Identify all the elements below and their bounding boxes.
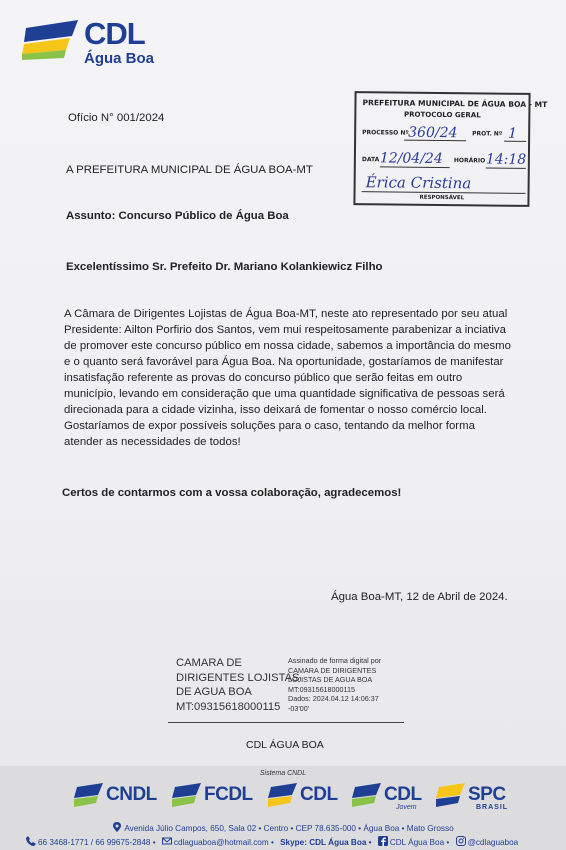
body-line: Presidente: Ailton Porfirio dos Santos, vem mui respeitosamente parabenizar a inciativa <box>64 324 506 336</box>
stamp-line <box>362 191 526 194</box>
protocol-stamp <box>353 91 548 207</box>
cndl-logo-icon <box>74 783 104 807</box>
body-line: direcionada para a cidade vizinha, isso deixará de fomentar o nosso comércio local. <box>64 404 487 416</box>
letter-date-place: Água Boa-MT, 12 de Abril de 2024. <box>331 591 508 603</box>
signature-details <box>288 656 381 714</box>
brand-name: FCDL <box>204 784 253 805</box>
body-line: A Câmara de Dirigentes Lojistas de Água Boa-MT, neste ato representado por seu atual <box>64 308 508 320</box>
signature-detail-line: -03'00' <box>288 703 310 713</box>
signature-name-line: CAMARA DE <box>176 657 242 669</box>
email-text: cdlaguaboa@hotmail.com • <box>173 838 274 847</box>
letter-reference: Ofício N° 001/2024 <box>68 112 165 124</box>
brand-name: CDL <box>300 784 338 805</box>
stamp-prot-label: PROT. Nº <box>472 130 503 138</box>
cdl-logo <box>22 14 162 67</box>
location-pin-icon <box>112 822 122 832</box>
footer-contacts <box>26 836 522 847</box>
stamp-responsavel-label: RESPONSÁVEL <box>419 194 465 202</box>
stamp-data-label: DATA <box>361 156 380 164</box>
facebook-icon <box>378 836 388 846</box>
stamp-title: PREFEITURA MUNICIPAL DE ÁGUA BOA - MT <box>362 98 548 110</box>
stamp-prot-value: 1 <box>508 125 518 142</box>
body-line: insatisfação referente as provas do concurso público que serão feitas em outro <box>64 372 463 384</box>
brand-sub: BRASIL <box>476 804 509 811</box>
signature-detail-line: MT:09315618000115 <box>288 684 356 694</box>
facebook-text: CDL Água Boa • <box>389 838 450 847</box>
phone-icon <box>26 836 36 846</box>
instagram-text: @cdlaguaboa <box>467 838 519 847</box>
letter-salutation: Excelentíssimo Sr. Prefeito Dr. Mariano Kolankiewicz Filho <box>66 261 383 273</box>
body-line: atender as necessidades de todos! <box>64 436 241 448</box>
brand-name: CNDL <box>106 784 157 805</box>
stamp-data-value: 12/04/24 <box>379 150 443 168</box>
stamp-processo-value: 360/24 <box>408 124 458 142</box>
phone-text: 66 3468-1771 / 66 99675-2848 • <box>38 838 156 847</box>
letter-recipient: A PREFEITURA MUNICIPAL DE ÁGUA BOA-MT <box>66 164 313 176</box>
letter-closing: Certos de contarmos com a vossa colaboração, agradecemos! <box>62 487 402 499</box>
cdl-jovem-logo-icon <box>352 783 382 807</box>
signature-detail-line: Dados: 2024.04.12 14:06:37 <box>288 694 379 704</box>
email-icon <box>162 836 172 846</box>
signature-line <box>168 722 404 723</box>
stamp-horario-value: 14:18 <box>485 151 527 168</box>
brand-spc <box>436 780 516 810</box>
signature-name-line: MT:09315618000115 <box>176 700 281 713</box>
signature-detail-line: LOJISTAS DE AGUA BOA <box>288 675 373 685</box>
brand-fcdl <box>172 780 262 810</box>
logo-city: Água Boa <box>84 50 155 67</box>
signature-name <box>176 656 300 714</box>
stamp-processo-label: PROCESSO Nº <box>362 129 409 137</box>
signature-name-line: DE AGUA BOA <box>176 686 252 698</box>
stamp-responsavel-signature: Érica Cristina <box>365 173 472 193</box>
stamp-horario-label: HORÁRIO <box>453 157 486 165</box>
spc-logo-icon <box>436 783 466 807</box>
footer-address <box>0 822 566 833</box>
brand-cdl <box>268 780 348 810</box>
stamp-subtitle: PROTOCOLO GERAL <box>403 110 481 120</box>
fcdl-logo-icon <box>172 783 202 807</box>
signature-detail-line: Assinado de forma digital por <box>288 656 382 665</box>
address-text: Avenida Júlio Campos, 650, Sala 02 • Centro • CEP 78.635-000 • Água Boa • Mato Grosso <box>124 824 454 833</box>
body-line: de promover este concurso público em nossa cidade, sabemos a importância do mesmo <box>64 340 511 352</box>
signer-name: CDL ÁGUA BOA <box>246 739 324 751</box>
brand-cndl <box>74 780 164 810</box>
skype-text: Skype: CDL Água Boa • <box>280 838 372 847</box>
brand-name: CDL <box>384 784 422 805</box>
signature-detail-line: CAMARA DE DIRIGENTES <box>288 665 377 675</box>
brand-sub: Jovem <box>396 804 417 811</box>
letter-subject: Assunto: Concurso Público de Água Boa <box>66 210 289 222</box>
footer-sistema: Sistema CNDL <box>259 770 307 777</box>
brand-name: SPC <box>468 784 506 805</box>
logo-brand: CDL <box>84 16 145 51</box>
instagram-icon <box>456 836 466 846</box>
brand-cdl-jovem <box>352 780 432 810</box>
body-line: município, levando em consideração que uma quantidade significativa de pessoas será <box>64 388 505 400</box>
signature-name-line: DIRIGENTES LOJISTAS <box>176 671 300 684</box>
body-line: e o quanto será favorável para Água Boa. Na oportunidade, gostaríamos de manifestar <box>64 356 504 368</box>
cdl-brand-logo-icon <box>268 783 298 807</box>
digital-signature <box>170 648 406 724</box>
cdl-logo-mark-icon <box>22 18 80 60</box>
body-line: Gostaríamos de expor possíveis soluções para o caso, tentando da melhor forma <box>64 420 475 432</box>
